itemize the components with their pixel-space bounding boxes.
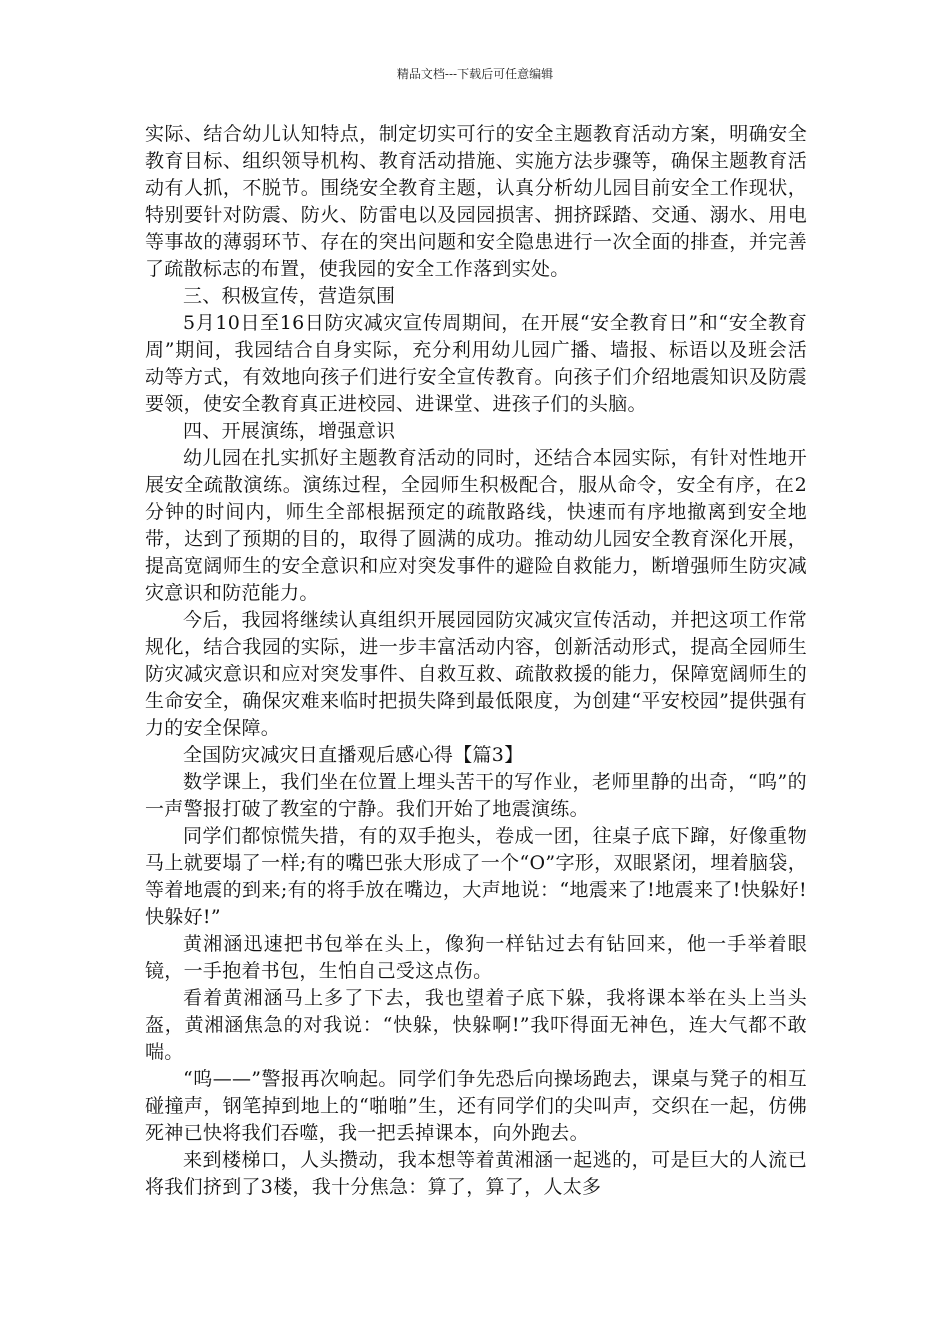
paragraph: 数学课上，我们坐在位置上埋头苦干的写作业，老师里静的出奇，“呜”的一声警报打破了教室的宁静。我们开始了地震演练。 <box>145 771 807 820</box>
paragraph: 5月10日至16日防灾减灾宣传周期间，在开展“安全教育日”和“安全教育周”期间，我园结合自身实际，充分利用幼儿园广播、墙报、标语以及班会活动等方式，有效地向孩子们进行安全宣传教育。向孩子们介绍地震知识及防震要领，使安全教育真正进校园、进课堂、进孩子们的头脑。 <box>145 312 807 415</box>
section-heading: 三、积极宣传，营造氛围 <box>183 285 396 307</box>
section-heading: 四、开展演练，增强意识 <box>183 420 396 442</box>
article-title: 全国防灾减灾日直播观后感心得【篇3】 <box>183 744 524 766</box>
paragraph: 同学们都惊慌失措，有的双手抱头，卷成一团，往桌子底下蹿，好像重物马上就要塌了一样;有的嘴巴张大形成了一个“O”字形，双眼紧闭，埋着脑袋，等着地震的到来;有的将手放在嘴边，大声地说：“地震来了!地震来了!快躲好!快躲好!” <box>145 825 807 928</box>
paragraph: 看着黄湘涵马上多了下去，我也望着子底下躲，我将课本举在头上当头盔，黄湘涵焦急的对我说：“快躲，快躲啊!”我吓得面无神色，连大气都不敢喘。 <box>145 987 807 1063</box>
paragraph: 来到楼梯口，人头攒动，我本想等着黄湘涵一起逃的，可是巨大的人流已将我们挤到了3楼，我十分焦急：算了，算了，人太多 <box>145 1149 807 1198</box>
paragraph: 今后，我园将继续认真组织开展园园防灾减灾宣传活动，并把这项工作常规化，结合我园的实际，进一步丰富活动内容，创新活动形式，提高全园师生防灾减灾意识和应对突发事件、自救互救、疏散救援的能力，保障宽阔师生的生命安全，确保灾难来临时把损失降到最低限度，为创建“平安校园”提供强有力的安全保障。 <box>145 609 807 739</box>
page-header: 精品文档---下载后可任意编辑 <box>396 67 554 81</box>
paragraph: 黄湘涵迅速把书包举在头上，像狗一样钻过去有钻回来，他一手举着眼镜，一手抱着书包，生怕自己受这点伤。 <box>145 933 807 982</box>
paragraph: 实际、结合幼儿认知特点，制定切实可行的安全主题教育活动方案，明确安全教育目标、组织领导机构、教育活动措施、实施方法步骤等，确保主题教育活动有人抓，不脱节。围绕安全教育主题，认真分析幼儿园目前安全工作现状，特别要针对防震、防火、防雷电以及园园损害、拥挤踩踏、交通、溺水、用电等事故的薄弱环节、存在的突出问题和安全隐患进行一次全面的排查，并完善了疏散标志的布置，使我园的安全工作落到实处。 <box>145 123 807 280</box>
paragraph: “呜——”警报再次响起。同学们争先恐后向操场跑去，课桌与凳子的相互碰撞声，钢笔掉到地上的“啪啪”生，还有同学们的尖叫声，交织在一起，仿佛死神已快将我们吞噬，我一把丢掉课本，向外跑去。 <box>145 1068 807 1144</box>
document-body <box>145 121 807 1201</box>
paragraph: 幼儿园在扎实抓好主题教育活动的同时，还结合本园实际，有针对性地开展安全疏散演练。演练过程，全园师生积极配合，服从命令，安全有序，在2分钟的时间内，师生全部根据预定的疏散路线，快速而有序地撤离到安全地带，达到了预期的目的，取得了圆满的成功。推动幼儿园安全教育深化开展，提高宽阔师生的安全意识和应对突发事件的避险自救能力，断增强师生防灾减灾意识和防范能力。 <box>145 447 807 604</box>
